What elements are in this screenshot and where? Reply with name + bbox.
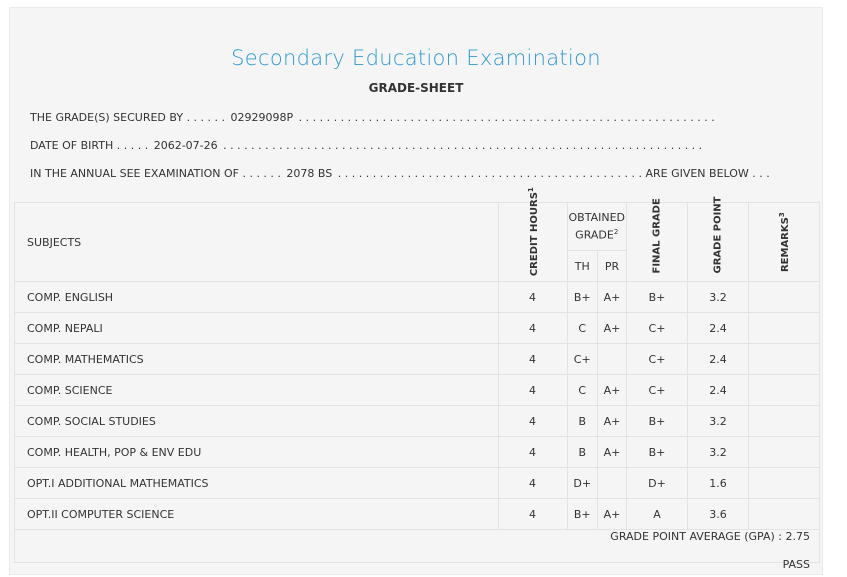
dob-line xyxy=(30,139,702,152)
subject-cell: COMP. MATHEMATICS xyxy=(15,344,499,375)
grade-point-cell: 2.4 xyxy=(688,344,749,375)
dot-leader: . . . . . . . . . . . . . . . . . . . . . . . . . . . . . . . . . . . . . . . . . . . . . . . . . . . . . . . . . . . . xyxy=(298,111,715,124)
remarks-cell xyxy=(749,375,820,406)
obtained-grade-header xyxy=(567,203,627,251)
obtained-grade-label: OBTAINED GRADE xyxy=(568,211,625,242)
pr-grade-cell: A+ xyxy=(597,499,626,530)
grade-point-cell: 3.2 xyxy=(688,282,749,313)
pr-header: PR xyxy=(597,251,626,282)
credit-hours-note: 1 xyxy=(526,187,535,192)
final-grade-cell: C+ xyxy=(627,375,688,406)
final-grade-cell: B+ xyxy=(627,282,688,313)
dob-label: DATE OF BIRTH xyxy=(30,139,114,152)
remarks-cell xyxy=(749,468,820,499)
remarks-header xyxy=(749,203,820,282)
subject-cell: COMP. HEALTH, POP & ENV EDU xyxy=(15,437,499,468)
remarks-cell xyxy=(749,437,820,468)
final-grade-header: FINAL GRADE xyxy=(627,203,688,282)
credit-cell: 4 xyxy=(498,313,567,344)
remarks-cell xyxy=(749,282,820,313)
pr-grade-cell xyxy=(597,468,626,499)
table-row xyxy=(15,313,820,344)
credit-hours-label: CREDIT HOURS xyxy=(528,191,540,276)
th-grade-cell: B xyxy=(567,437,597,468)
grade-point-cell: 3.2 xyxy=(688,437,749,468)
table-row xyxy=(15,406,820,437)
symbol-number: 02929098P xyxy=(230,111,294,124)
result-status: PASS xyxy=(782,558,810,571)
th-grade-cell: C xyxy=(567,375,597,406)
credit-hours-header xyxy=(498,187,567,282)
grade-point-cell: 3.2 xyxy=(688,406,749,437)
credit-cell: 4 xyxy=(498,437,567,468)
th-grade-cell: D+ xyxy=(567,468,597,499)
grade-rows xyxy=(15,282,820,563)
grade-sheet xyxy=(9,7,823,575)
dot-leader: . . . . . . xyxy=(242,167,285,180)
gpa-value: 2.75 xyxy=(785,530,810,543)
table-row xyxy=(15,437,820,468)
remarks-cell xyxy=(749,313,820,344)
dot-leader: . . . . . xyxy=(116,139,152,152)
credit-cell: 4 xyxy=(498,344,567,375)
secured-by-line xyxy=(30,111,715,124)
remarks-cell xyxy=(749,499,820,530)
table-row xyxy=(15,344,820,375)
pr-grade-cell: A+ xyxy=(597,375,626,406)
final-grade-cell: C+ xyxy=(627,344,688,375)
credit-cell: 4 xyxy=(498,406,567,437)
table-row xyxy=(15,499,820,530)
final-grade-cell: A xyxy=(627,499,688,530)
sheet-subtitle: GRADE-SHEET xyxy=(368,81,464,95)
grade-point-header: GRADE POINT xyxy=(688,203,749,282)
table-row xyxy=(15,282,820,313)
grade-point-cell: 1.6 xyxy=(688,468,749,499)
subject-cell: COMP. ENGLISH xyxy=(15,282,499,313)
remarks-cell xyxy=(749,344,820,375)
pr-grade-cell: A+ xyxy=(597,406,626,437)
credit-cell: 4 xyxy=(498,499,567,530)
exam-title: Secondary Education Examination xyxy=(231,46,601,70)
th-grade-cell: C xyxy=(567,313,597,344)
th-grade-cell: B+ xyxy=(567,499,597,530)
final-grade-cell: D+ xyxy=(627,468,688,499)
subject-cell: COMP. NEPALI xyxy=(15,313,499,344)
grades-table xyxy=(14,187,820,563)
obtained-grade-note: 2 xyxy=(613,228,619,237)
gpa-line xyxy=(610,530,810,543)
dot-leader: . . . . . . xyxy=(186,111,229,124)
exam-label: IN THE ANNUAL SEE EXAMINATION OF xyxy=(30,167,239,180)
pr-grade-cell xyxy=(597,344,626,375)
final-grade-cell: B+ xyxy=(627,406,688,437)
th-grade-cell: B xyxy=(567,406,597,437)
subject-cell: OPT.II COMPUTER SCIENCE xyxy=(15,499,499,530)
grade-point-cell: 2.4 xyxy=(688,375,749,406)
given-below-text: ARE GIVEN BELOW . . . xyxy=(645,167,770,180)
subject-cell: COMP. SOCIAL STUDIES xyxy=(15,406,499,437)
gpa-label: GRADE POINT AVERAGE (GPA) : xyxy=(610,530,782,543)
header-row xyxy=(15,203,820,251)
exam-year: 2078 BS xyxy=(286,167,333,180)
pr-grade-cell: A+ xyxy=(597,437,626,468)
dot-leader: . . . . . . . . . . . . . . . . . . . . . . . . . . . . . . . . . . . . . . . . . . . . xyxy=(337,167,646,180)
subject-cell: COMP. SCIENCE xyxy=(15,375,499,406)
remarks-cell xyxy=(749,406,820,437)
grade-point-cell: 2.4 xyxy=(688,313,749,344)
th-header: TH xyxy=(567,251,597,282)
credit-cell: 4 xyxy=(498,375,567,406)
final-grade-cell: C+ xyxy=(627,313,688,344)
pr-grade-cell: A+ xyxy=(597,313,626,344)
exam-line xyxy=(30,167,770,180)
dot-leader: . . . . . . . . . . . . . . . . . . . . . . . . . . . . . . . . . . . . . . . . . . . . . . . . . . . . . . . . . . . . . . . . . . . . . xyxy=(223,139,703,152)
final-grade-cell: B+ xyxy=(627,437,688,468)
table-row xyxy=(15,468,820,499)
th-grade-cell: C+ xyxy=(567,344,597,375)
subject-cell: OPT.I ADDITIONAL MATHEMATICS xyxy=(15,468,499,499)
remarks-note: 3 xyxy=(777,212,786,217)
remarks-label: REMARKS xyxy=(780,216,792,272)
credit-cell: 4 xyxy=(498,468,567,499)
dob-value: 2062-07-26 xyxy=(153,139,218,152)
secured-by-label: THE GRADE(S) SECURED BY xyxy=(30,111,184,124)
grade-point-cell: 3.6 xyxy=(688,499,749,530)
pr-grade-cell: A+ xyxy=(597,282,626,313)
credit-cell: 4 xyxy=(498,282,567,313)
subjects-header: SUBJECTS xyxy=(15,203,499,282)
th-grade-cell: B+ xyxy=(567,282,597,313)
table-row xyxy=(15,375,820,406)
